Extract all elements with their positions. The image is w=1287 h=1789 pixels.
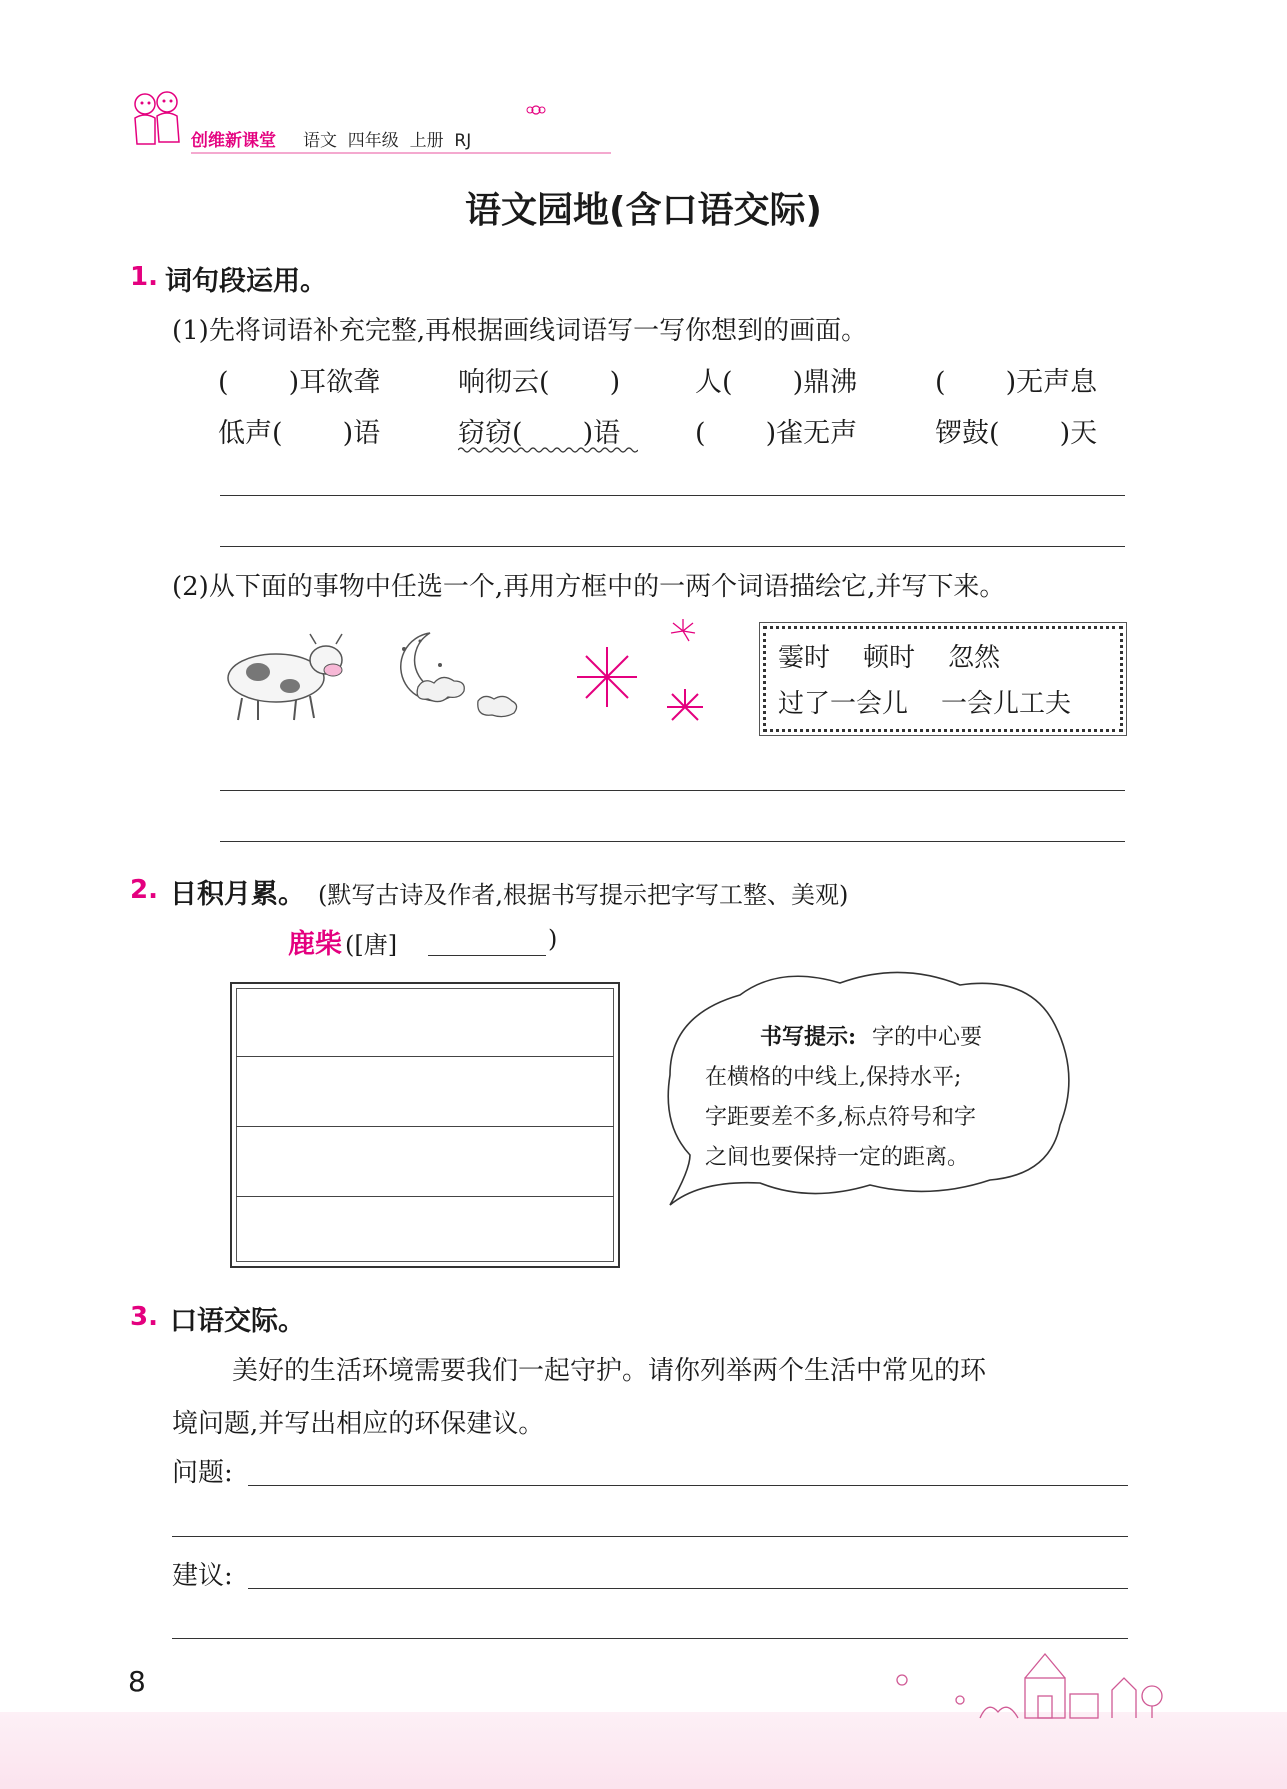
answer-line-4[interactable]: [220, 841, 1125, 842]
moon-icon: [380, 625, 535, 730]
writing-grid: [230, 982, 620, 1268]
tip-text-4: 之间也要保持一定的距离。: [705, 1145, 970, 1170]
answer-line-2[interactable]: [220, 546, 1125, 547]
kids-logo-icon: [125, 88, 185, 154]
suggestion-label: 建议:: [172, 1561, 233, 1591]
poem-dynasty-close: ): [548, 925, 558, 953]
idiom-5[interactable]: 低声( )语: [218, 418, 381, 449]
q3-number: 3.: [130, 1302, 158, 1332]
q1-part1-instruction: (1)先将词语补充完整,再根据画线词语写一写你想到的画面。: [172, 316, 868, 346]
brand-name: 创维新课堂: [191, 131, 276, 151]
page-number: 8: [128, 1665, 146, 1698]
idiom-1[interactable]: ( )耳欲聋: [218, 367, 381, 398]
word-box: [763, 626, 1123, 732]
grid-row-line-2: [236, 1126, 614, 1127]
grid-row-line-3: [236, 1196, 614, 1197]
idiom-6-underlined[interactable]: 窃窃( )语: [458, 418, 621, 449]
answer-line-1[interactable]: [220, 495, 1125, 496]
answer-line-3[interactable]: [220, 790, 1125, 791]
footer-band: [0, 1712, 1287, 1789]
q1-title: 词句段运用。: [165, 266, 327, 297]
q1-number: 1.: [130, 262, 158, 292]
flower-icon: [525, 100, 547, 120]
grid-row-line-1: [236, 1056, 614, 1057]
idiom-3[interactable]: 人( )鼎沸: [695, 367, 858, 398]
q3-prompt-line-2: 境问题,并写出相应的环保建议。: [172, 1409, 545, 1439]
idiom-2[interactable]: 响彻云( ): [458, 367, 621, 398]
tip-label: 书写提示:: [760, 1024, 857, 1050]
word-box-line-1: 霎时 顿时 忽然: [778, 643, 1001, 673]
header-rule: [191, 152, 611, 154]
suggestion-line-2[interactable]: [172, 1638, 1128, 1639]
idiom-8[interactable]: 锣鼓( )天: [935, 418, 1098, 449]
page-title: 语文园地(含口语交际): [465, 190, 822, 231]
q2-title: 日积月累。: [170, 879, 305, 910]
subject-info: 语文 四年级 上册 RJ: [303, 131, 472, 151]
problem-line-2[interactable]: [172, 1536, 1128, 1537]
poem-title: 鹿柴: [288, 929, 342, 960]
word-box-line-2: 过了一会儿 一会儿工夫: [778, 689, 1072, 719]
q2-number: 2.: [130, 875, 158, 905]
writing-grid-inner: [236, 988, 614, 1262]
tip-text-3: 字距要差不多,标点符号和字: [705, 1105, 976, 1130]
poem-dynasty: ([唐]: [345, 931, 398, 959]
problem-line-1[interactable]: [248, 1485, 1128, 1486]
q3-prompt-line-1: 美好的生活环境需要我们一起守护。请你列举两个生活中常见的环: [232, 1356, 987, 1386]
wavy-underline: [458, 446, 638, 454]
suggestion-line-1[interactable]: [248, 1588, 1128, 1589]
q2-note: (默写古诗及作者,根据书写提示把字写工整、美观): [318, 881, 849, 909]
q3-title: 口语交际。: [170, 1306, 305, 1337]
author-line[interactable]: [428, 955, 546, 956]
cow-icon: [218, 630, 353, 725]
q1-part2-instruction: (2)从下面的事物中任选一个,再用方框中的一两个词语描绘它,并写下来。: [172, 572, 1006, 602]
problem-label: 问题:: [172, 1458, 233, 1488]
idiom-4[interactable]: ( )无声息: [935, 367, 1098, 398]
tip-text-1: 字的中心要: [872, 1025, 983, 1050]
page-header: [125, 88, 725, 158]
castle-decoration-icon: [880, 1650, 1180, 1720]
idiom-7[interactable]: ( )雀无声: [695, 418, 858, 449]
tip-text-2: 在横格的中线上,保持水平;: [705, 1065, 962, 1090]
fireworks-icon: [565, 615, 715, 735]
